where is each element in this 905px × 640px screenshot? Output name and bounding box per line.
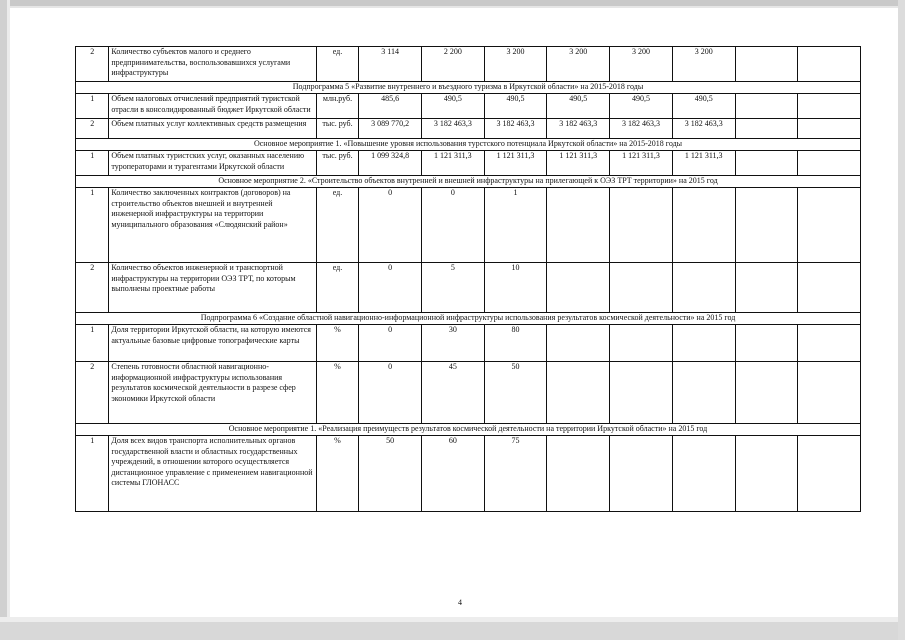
section-header-row bbox=[76, 176, 861, 188]
value-cell: 3 182 463,3 bbox=[672, 119, 735, 139]
section-header-row bbox=[76, 139, 861, 151]
value-cell bbox=[798, 94, 861, 119]
value-cell bbox=[610, 188, 673, 263]
value-cell: 1 bbox=[484, 188, 547, 263]
row-number: 1 bbox=[76, 151, 109, 176]
value-cell: 3 200 bbox=[547, 47, 610, 82]
section-header-row bbox=[76, 424, 861, 436]
value-cell: 490,5 bbox=[421, 94, 484, 119]
value-cell bbox=[735, 263, 798, 313]
value-cell bbox=[735, 362, 798, 424]
unit-cell: млн.руб. bbox=[316, 94, 358, 119]
unit-cell: % bbox=[316, 325, 358, 362]
value-cell: 0 bbox=[421, 188, 484, 263]
value-cell: 490,5 bbox=[547, 94, 610, 119]
value-cell bbox=[798, 119, 861, 139]
row-number: 1 bbox=[76, 436, 109, 512]
value-cell: 30 bbox=[421, 325, 484, 362]
table-row bbox=[76, 325, 861, 362]
row-number: 1 bbox=[76, 325, 109, 362]
value-cell: 50 bbox=[484, 362, 547, 424]
value-cell: 3 114 bbox=[359, 47, 422, 82]
value-cell: 485,6 bbox=[359, 94, 422, 119]
table-row bbox=[76, 362, 861, 424]
unit-cell: ед. bbox=[316, 188, 358, 263]
value-cell bbox=[798, 47, 861, 82]
value-cell: 60 bbox=[421, 436, 484, 512]
unit-cell: тыс. руб. bbox=[316, 151, 358, 176]
row-number: 2 bbox=[76, 119, 109, 139]
value-cell: 1 121 311,3 bbox=[610, 151, 673, 176]
value-cell bbox=[735, 94, 798, 119]
value-cell bbox=[672, 188, 735, 263]
unit-cell: ед. bbox=[316, 263, 358, 313]
indicators-table bbox=[75, 46, 861, 512]
value-cell bbox=[672, 325, 735, 362]
value-cell bbox=[735, 325, 798, 362]
table-row bbox=[76, 188, 861, 263]
value-cell bbox=[735, 436, 798, 512]
indicator-name: Объем налоговых отчислений предприятий туристской отрасли в консолидированный бюджет Иркутской области bbox=[109, 94, 316, 119]
value-cell: 0 bbox=[359, 362, 422, 424]
scan-edge-left-shadow bbox=[7, 0, 10, 640]
value-cell: 3 182 463,3 bbox=[610, 119, 673, 139]
indicator-name: Количество субъектов малого и среднего предпринимательства, воспользовавшихся услугами инфраструктуры bbox=[109, 47, 316, 82]
value-cell bbox=[798, 325, 861, 362]
table-row bbox=[76, 47, 861, 82]
value-cell bbox=[672, 362, 735, 424]
value-cell bbox=[610, 325, 673, 362]
scan-edge-top-shadow bbox=[0, 6, 905, 8]
section-header-title: Основное мероприятие 1. «Реализация преимуществ результатов космической деятельности на территории Иркутской области» на 2015 год bbox=[76, 424, 861, 436]
value-cell: 75 bbox=[484, 436, 547, 512]
value-cell bbox=[547, 362, 610, 424]
value-cell: 490,5 bbox=[484, 94, 547, 119]
value-cell bbox=[547, 436, 610, 512]
value-cell: 490,5 bbox=[672, 94, 735, 119]
row-number: 1 bbox=[76, 188, 109, 263]
value-cell bbox=[735, 119, 798, 139]
value-cell: 1 121 311,3 bbox=[547, 151, 610, 176]
indicator-name: Количество объектов инженерной и транспортной инфраструктуры на территории ОЭЗ ТРТ, по которым выполнены проектные работы bbox=[109, 263, 316, 313]
unit-cell: % bbox=[316, 436, 358, 512]
value-cell bbox=[798, 263, 861, 313]
indicator-name: Доля территории Иркутской области, на которую имеются актуальные базовые цифровые топографические карты bbox=[109, 325, 316, 362]
value-cell: 1 121 311,3 bbox=[484, 151, 547, 176]
value-cell bbox=[735, 151, 798, 176]
table-row bbox=[76, 263, 861, 313]
value-cell: 0 bbox=[359, 263, 422, 313]
value-cell: 3 182 463,3 bbox=[547, 119, 610, 139]
value-cell: 3 182 463,3 bbox=[484, 119, 547, 139]
table-row bbox=[76, 119, 861, 139]
value-cell bbox=[547, 188, 610, 263]
section-header-title: Основное мероприятие 2. «Строительство объектов внутренней и внешней инфраструктуры на прилегающей к ОЭЗ ТРТ территории» на 2015 год bbox=[76, 176, 861, 188]
row-number: 1 bbox=[76, 94, 109, 119]
value-cell bbox=[672, 263, 735, 313]
table-row bbox=[76, 151, 861, 176]
value-cell bbox=[735, 47, 798, 82]
value-cell bbox=[672, 436, 735, 512]
scan-edge-right bbox=[898, 0, 905, 640]
value-cell: 490,5 bbox=[610, 94, 673, 119]
value-cell bbox=[798, 151, 861, 176]
section-header-title: Основное мероприятие 1. «Повышение уровня использования турстского потенциала Иркутской области» на 2015-2018 годы bbox=[76, 139, 861, 151]
value-cell bbox=[798, 436, 861, 512]
value-cell: 5 bbox=[421, 263, 484, 313]
section-header-title: Подпрограмма 6 «Создание областной навигационно-информационной инфраструктуры использования результатов космической деятельности» на 2015 год bbox=[76, 313, 861, 325]
page-number: 4 bbox=[458, 598, 462, 607]
indicator-name: Степень готовности областной навигационно-информационной инфраструктуры использования результатов космической деятельности в разрезе сфер экономики Иркутской области bbox=[109, 362, 316, 424]
table-row bbox=[76, 94, 861, 119]
value-cell: 1 099 324,8 bbox=[359, 151, 422, 176]
value-cell: 10 bbox=[484, 263, 547, 313]
section-header-title: Подпрограмма 5 «Развитие внутреннего и въездного туризма в Иркутской области» на 2015-2018 годы bbox=[76, 82, 861, 94]
value-cell bbox=[610, 436, 673, 512]
value-cell: 2 200 bbox=[421, 47, 484, 82]
unit-cell: тыс. руб. bbox=[316, 119, 358, 139]
indicator-name: Доля всех видов транспорта исполнительных органов государственной власти и областных государственных учреждений, в отношении которого осуществляется дистанционное управление с применением навигационной системы ГЛОНАСС bbox=[109, 436, 316, 512]
value-cell bbox=[547, 325, 610, 362]
value-cell: 3 200 bbox=[672, 47, 735, 82]
indicator-name: Объем платных туристских услуг, оказанных населению туроператорами и турагентами Иркутской области bbox=[109, 151, 316, 176]
value-cell: 3 200 bbox=[484, 47, 547, 82]
indicator-name: Количество заключенных контрактов (договоров) на строительство объектов внешней и внутренней инженерной инфраструктуры на территории муниципального образования «Слюдянский район» bbox=[109, 188, 316, 263]
scan-edge-left bbox=[0, 0, 7, 640]
table-row bbox=[76, 436, 861, 512]
value-cell bbox=[610, 362, 673, 424]
value-cell: 3 182 463,3 bbox=[421, 119, 484, 139]
table-body bbox=[76, 47, 861, 512]
value-cell: 3 200 bbox=[610, 47, 673, 82]
indicator-name: Объем платных услуг коллективных средств размещения bbox=[109, 119, 316, 139]
value-cell: 1 121 311,3 bbox=[421, 151, 484, 176]
section-header-row bbox=[76, 82, 861, 94]
value-cell: 0 bbox=[359, 325, 422, 362]
row-number: 2 bbox=[76, 362, 109, 424]
unit-cell: % bbox=[316, 362, 358, 424]
value-cell bbox=[798, 188, 861, 263]
section-header-row bbox=[76, 313, 861, 325]
value-cell bbox=[610, 263, 673, 313]
value-cell: 1 121 311,3 bbox=[672, 151, 735, 176]
value-cell: 50 bbox=[359, 436, 422, 512]
row-number: 2 bbox=[76, 263, 109, 313]
scan-edge-bottom bbox=[0, 622, 905, 640]
value-cell: 0 bbox=[359, 188, 422, 263]
value-cell bbox=[547, 263, 610, 313]
value-cell: 45 bbox=[421, 362, 484, 424]
value-cell: 3 089 770,2 bbox=[359, 119, 422, 139]
value-cell bbox=[735, 188, 798, 263]
value-cell bbox=[798, 362, 861, 424]
value-cell: 80 bbox=[484, 325, 547, 362]
row-number: 2 bbox=[76, 47, 109, 82]
unit-cell: ед. bbox=[316, 47, 358, 82]
